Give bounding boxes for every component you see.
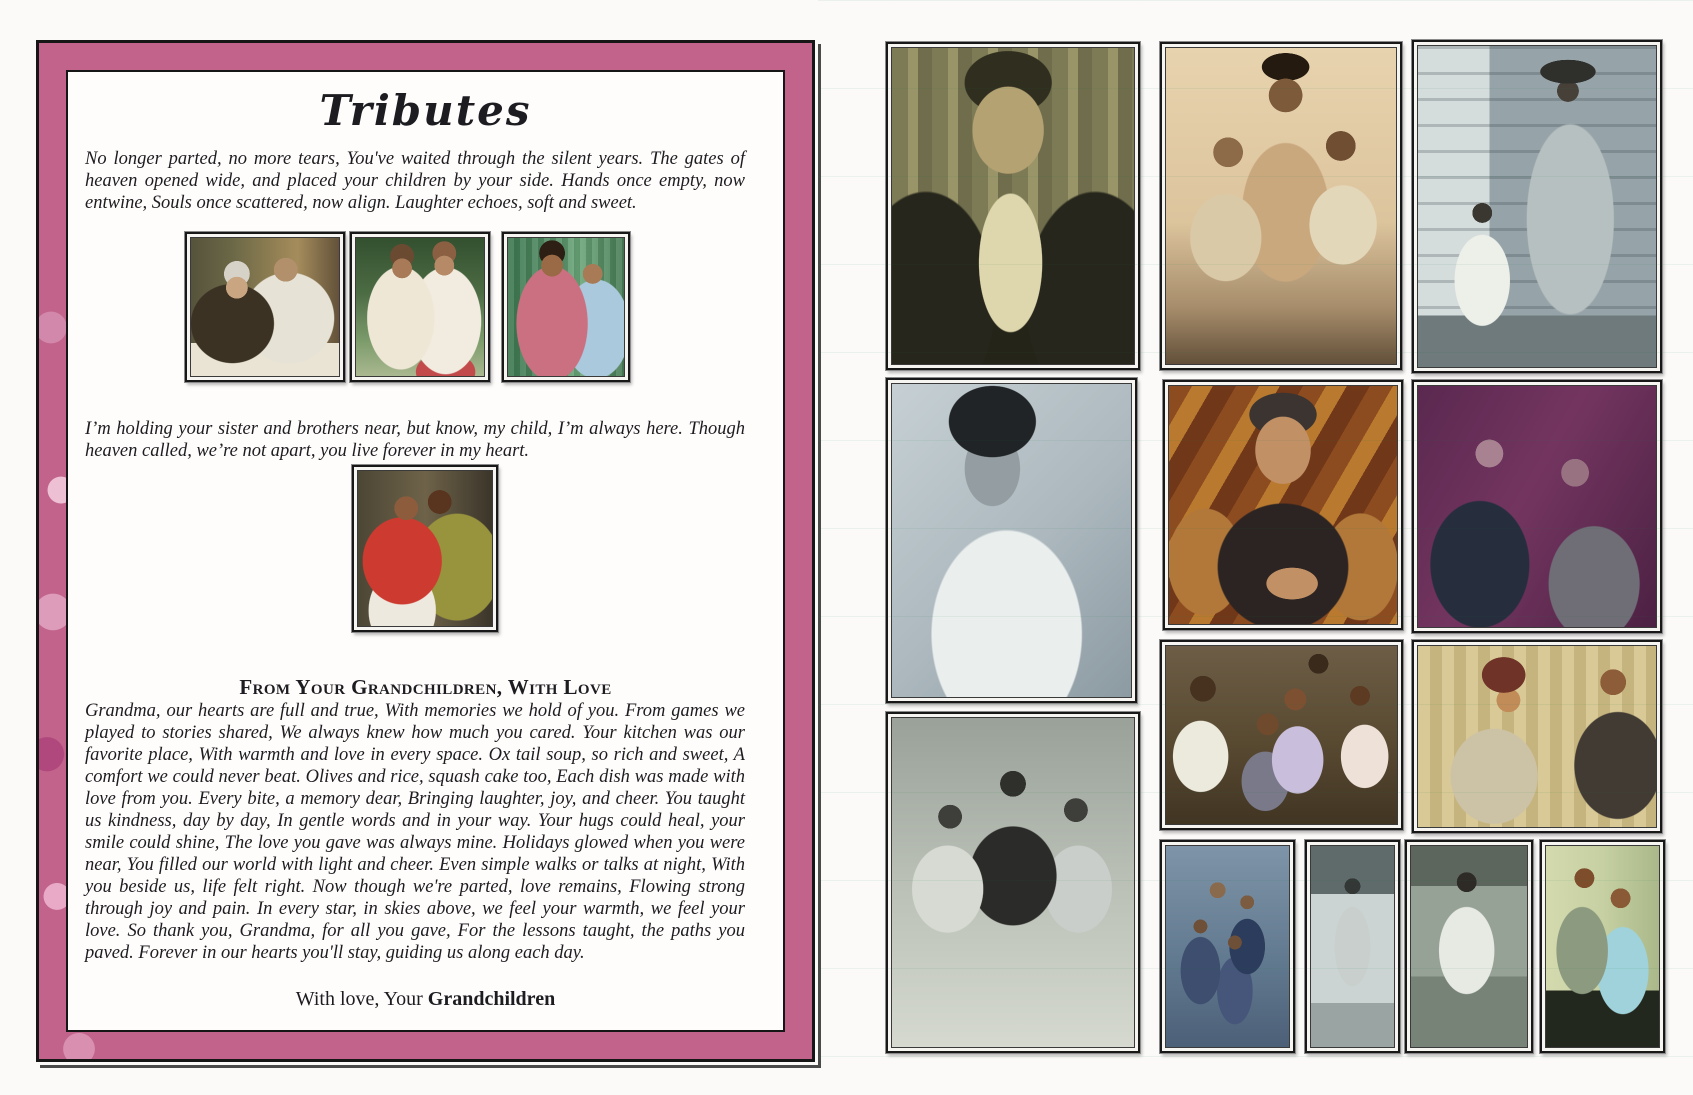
photo-woman-standing [1305,840,1400,1053]
photo-laughing-couple-image [1417,645,1657,828]
photo-sepia-portrait-image [891,47,1135,365]
photo-apron-hug [352,465,498,632]
photo-green-wall-couple [1540,840,1665,1053]
tribute-verse-1: No longer parted, no more tears, You've waited through the silent years. The gates of heaven opened wide, and placed your children by your side. Hands once empty, now entwine, Souls once scattered, now align. Laughter echoes, soft and sweet. [85,149,745,213]
photo-family-outdoors-image [1165,845,1290,1048]
signoff-name: Grandchildren [427,988,556,1010]
grandchildren-poem: Grandma, our hearts are full and true, With memories we hold of you. From games we played to stories shared, We always knew how much you cared. Your kitchen was our favorite place, With warmth and love in every space. Ox tail soup, so rich and sweet, A comfort we could never beat. Olives and rice, squash cake too, Each dish was made with love from you. Every bite, a memory dear, Bringing laughter, joy, and cheer. You taught us kindness, day by day, In gentle words and in your way. Your hugs could heal, your smile could shine, The love you gave was always mine. Holidays glowed when you were near, You filled our world with light and cheer. Even simple walks or talks at night, With you beside us, life felt right. Now though we're parted, love remains, Flowing strong through joy and pain. In every star, in skies above, we feel your warmth, we feel your love. So thank you, Grandma, for all you gave, For the lessons taught, the paths you paved. Forever in our hearts you'll stay, guiding us along each day. [85,701,745,963]
photo-clasped-hands [1163,380,1403,630]
photo-toddler-coat [1405,840,1533,1053]
tributes-page [36,40,815,1062]
photo-restaurant-couple [185,232,345,382]
signoff [68,988,783,1011]
photo-clasped-hands-image [1168,385,1398,625]
photo-white-blouse-portrait [886,378,1137,703]
photo-mother-two-children [1160,42,1402,370]
photo-pink-suit-pair-image [507,237,625,377]
grandchildren-heading: From Your Grandchildren, With Love [239,675,612,699]
photo-purple-couple [1412,380,1662,633]
photo-two-women-garden [350,232,490,382]
photo-green-wall-couple-image [1545,845,1660,1048]
photo-woman-standing-image [1310,845,1395,1048]
photo-toddler-coat-image [1410,845,1528,1048]
tribute-verse-2: I’m holding your sister and brothers near, but know, my child, I’m always here. Though heaven called, we’re not apart, you live forever in my heart. [85,419,745,461]
photo-restaurant-couple-image [190,237,340,377]
photo-apron-hug-image [357,470,493,627]
photo-grandchildren-group-image [1165,645,1398,825]
page-title: Tributes [319,86,532,135]
photo-white-blouse-portrait-image [891,383,1132,698]
signoff-prefix: With love, Your [295,988,428,1010]
photo-sepia-portrait [886,42,1140,370]
photo-two-women-garden-image [355,237,485,377]
photo-seated-trio-image [891,717,1135,1048]
tributes-page-content [66,70,785,1032]
photo-pink-suit-pair [502,232,630,382]
photo-laughing-couple [1412,640,1662,833]
photo-porch-hat-toddler [1412,40,1662,373]
photo-grandchildren-group [1160,640,1403,830]
photo-porch-hat-toddler-image [1417,45,1657,368]
photo-mother-two-children-image [1165,47,1397,365]
photo-seated-trio [886,712,1140,1053]
photo-purple-couple-image [1417,385,1657,628]
photo-family-outdoors [1160,840,1295,1053]
